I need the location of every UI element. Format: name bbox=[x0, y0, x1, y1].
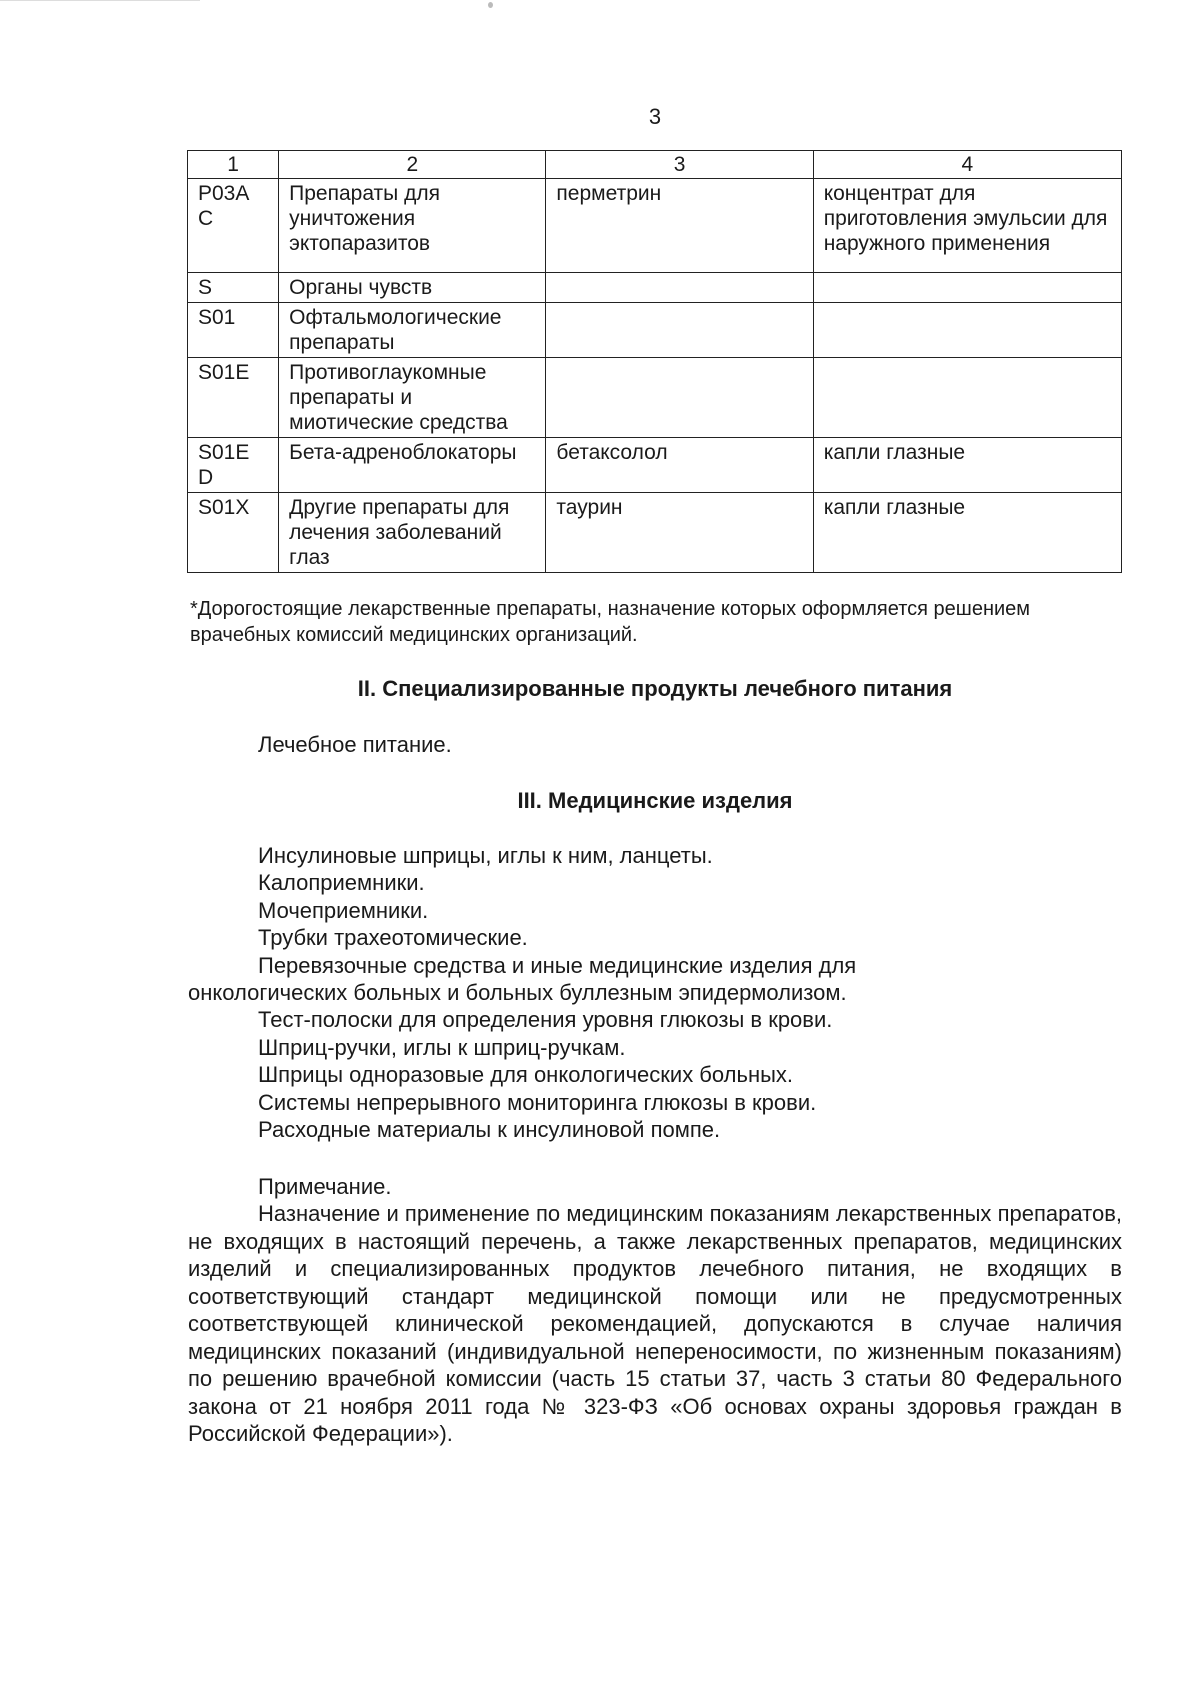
nutrition-text: Лечебное питание. bbox=[258, 732, 452, 757]
table-header-cell: 1 bbox=[188, 151, 279, 179]
list-item: Шприцы одноразовые для онкологических больных. bbox=[258, 1062, 794, 1088]
section-title-medical-devices: III. Медицинские изделия bbox=[517, 788, 793, 813]
scan-speck bbox=[488, 2, 493, 8]
dosage-form-cell bbox=[813, 358, 1121, 438]
list-item: Шприц-ручки, иглы к шприц-ручкам. bbox=[258, 1034, 626, 1060]
table-row bbox=[188, 438, 1122, 493]
list-item: Инсулиновые шприцы, иглы к ним, ланцеты. bbox=[258, 843, 713, 868]
dosage-form-cell: капли глазные bbox=[813, 438, 1121, 493]
atc-code-cell: P03A C bbox=[188, 179, 279, 273]
drug-name-cell bbox=[546, 358, 813, 438]
table-header-cell: 2 bbox=[279, 151, 546, 179]
drug-name-cell: перметрин bbox=[546, 179, 813, 273]
page-number: 3 bbox=[648, 104, 662, 129]
medical-devices-list bbox=[188, 842, 1128, 1143]
list-item: Трубки трахеотомические. bbox=[258, 925, 528, 951]
table-row bbox=[188, 179, 1122, 273]
list-item: Мочеприемники. bbox=[258, 897, 429, 923]
list-item: Системы непрерывного мониторинга глюкозы в крови. bbox=[258, 1089, 817, 1115]
group-name-cell: Препараты для уничтожения эктопаразитов bbox=[279, 179, 546, 273]
footnote-text: *Дорогостоящие лекарственные препараты, назначение которых оформляется решением врачебных комиссий медицинских организаций. bbox=[190, 598, 1031, 646]
section-title-nutrition: II. Специализированные продукты лечебного питания bbox=[357, 676, 953, 701]
group-name-cell: Противоглаукомные препараты и миотические средства bbox=[279, 358, 546, 438]
dosage-form-cell bbox=[813, 303, 1121, 358]
drug-name-cell: бетаксолол bbox=[546, 438, 813, 493]
table-header-cell: 3 bbox=[546, 151, 813, 179]
table-row bbox=[188, 303, 1122, 358]
table-row bbox=[188, 273, 1122, 303]
list-item: Калоприемники. bbox=[258, 870, 425, 896]
group-name-cell: Другие препараты для лечения заболеваний глаз bbox=[279, 493, 546, 573]
note-body: Назначение и применение по медицинским показаниям лекарственных препаратов, не входящих в настоящий перечень, а также лекарственных препаратов, медицинских изделий и специализированных продуктов лечебного питания, не входящих в соответствующий стандарт медицинской помощи или не предусмотренных соответствующей клинической рекомендацией, допускаются в случае наличия медицинских показаний (индивидуальной непереносимости, по жизненным показаниям) по решению врачебной комиссии (часть 15 статьи 37, часть 3 статьи 80 Федерального закона от 21 ноября 2011 года № 323-ФЗ «Об основах охраны здоровья граждан в Российской Федерации»). bbox=[188, 1201, 1122, 1446]
table-row bbox=[188, 358, 1122, 438]
note-heading: Примечание. bbox=[258, 1174, 392, 1199]
list-item: Расходные материалы к инсулиновой помпе. bbox=[258, 1117, 721, 1143]
table-header-row bbox=[188, 151, 1122, 179]
group-name-cell: Офтальмологические препараты bbox=[279, 303, 546, 358]
group-name-cell: Органы чувств bbox=[279, 273, 546, 303]
list-item: Тест-полоски для определения уровня глюкозы в крови. bbox=[258, 1007, 833, 1033]
atc-code-cell: S01 bbox=[188, 303, 279, 358]
drug-name-cell bbox=[546, 303, 813, 358]
footnote bbox=[190, 596, 1120, 648]
drug-name-cell bbox=[546, 273, 813, 303]
atc-code-cell: S01X bbox=[188, 493, 279, 573]
scan-edge-line bbox=[0, 0, 200, 1]
table-row bbox=[188, 493, 1122, 573]
atc-code-cell: S01E bbox=[188, 358, 279, 438]
dosage-form-cell bbox=[813, 273, 1121, 303]
atc-code-cell: S01E D bbox=[188, 438, 279, 493]
dosage-form-cell: капли глазные bbox=[813, 493, 1121, 573]
atc-code-cell: S bbox=[188, 273, 279, 303]
table-header-cell: 4 bbox=[813, 151, 1121, 179]
drug-table bbox=[187, 150, 1122, 573]
list-item: Перевязочные средства и иные медицинские изделия для онкологических больных и больных буллезным эпидермолизом. bbox=[188, 952, 857, 1006]
dosage-form-cell: концентрат для приготовления эмульсии для наружного применения bbox=[813, 179, 1121, 273]
drug-name-cell: таурин bbox=[546, 493, 813, 573]
group-name-cell: Бета-адреноблокаторы bbox=[279, 438, 546, 493]
